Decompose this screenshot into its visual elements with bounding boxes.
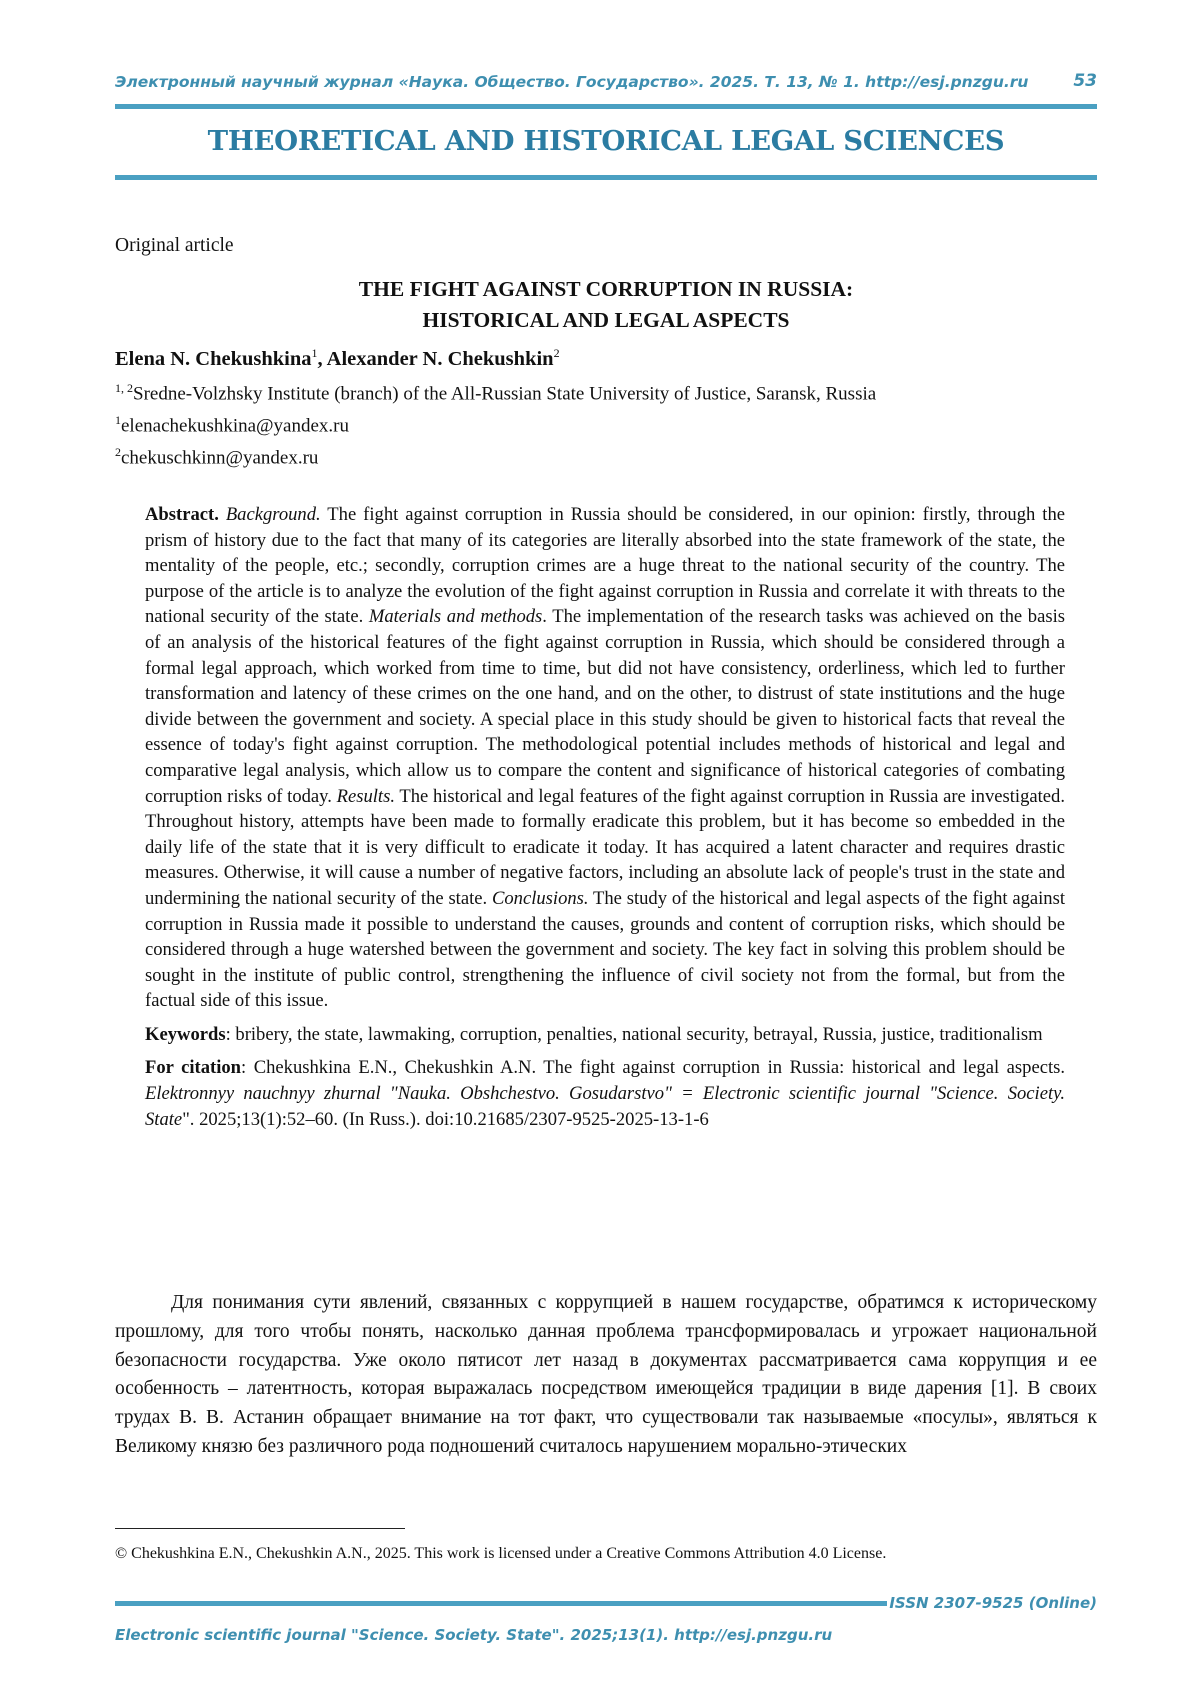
author-2-sup: 2 [553,346,560,360]
header-rule [115,104,1097,109]
email-1-sup: 1 [115,413,121,427]
body-paragraph: Для понимания сути явлений, связанных с коррупцией в нашем государстве, обратимся к историческому прошлому, для того чтобы понять, насколько данная проблема трансформировалась и угрожает национальной безопасности государства. Уже около пятисот лет назад в документах рассматривается сама коррупция и ее особенность – латентность, которая выражалась посредством имеющейся традиции в виде дарения [1]. В своих трудах В. В. Астанин обращает внимание на тот факт, что существовали так называемые «посулы», являться к Великому князю без различного рода подношений считалось нарушением морально-этических [115,1292,1097,1457]
title-line-2: HISTORICAL AND LEGAL ASPECTS [422,308,790,332]
methods-text: . The implementation of the research tasks was achieved on the basis of an analysis of the historical features of the fight against corruption in Russia, which should be considered through a formal legal approach, which worked from time to time, but did not have consistency, orderliness, which led to further transformation and latency of these crimes on the one hand, and on the other, to distrust of state institutions and the huge divide between the government and society. A special place in this study should be given to historical facts that reveal the essence of today's fight against corruption. The methodological potential includes methods of historical and legal and comparative legal analysis, which allow us to compare the content and significance of historical categories of combating corruption risks of today. [145,606,1065,807]
conclusions-text: The study of the historical and legal aspects of the fight against corruption in Russia made it possible to understand the causes, grounds and content of corruption risks, which should be considered through a huge watershed between the government and society. The key fact in solving this problem should be sought in the institute of public control, strengthening the influence of civil society not from the formal, but from the factual side of this issue. [145,887,1065,1012]
author-2: Alexander N. Chekushkin [326,347,554,370]
email-2-text: chekuschkinn@yandex.ru [121,447,319,469]
author-separator: , [317,347,327,370]
background-label: Background. [225,504,321,525]
background-text: The fight against corruption in Russia should be considered, in our opinion: firstly, through the prism of history due to the fact that many of its categories are literally absorbed into the state framework of the state, the mentality of the people, etc.; secondly, corruption crimes are a huge threat to the national security of the country. The purpose of the article is to analyze the evolution of the fight against corruption in Russia and correlate it with threats to the national security of the state. [145,504,1065,628]
email-1[interactable] [115,413,349,437]
section-title: THEORETICAL AND HISTORICAL LEGAL SCIENCES [207,125,1005,157]
methods-label: Materials and methods [368,606,543,628]
keywords [145,1022,1065,1048]
email-2[interactable] [115,445,318,469]
author-1: Elena N. Chekushkina [115,347,312,370]
footer-journal: Electronic scientific journal "Science. Society. State". 2025;13(1). http://esj.pnzgu.ru [115,1626,833,1644]
page-number: 53 [1073,71,1097,91]
citation-label: For citation [145,1057,242,1079]
running-head: Электронный научный журнал «Наука. Общество. Государство». 2025. Т. 13, № 1. http://esj.pnzgu.ru [115,73,1029,91]
results-text: The historical and legal features of the fight against corruption in Russia are investigated. Throughout history, attempts have been made to formally eradicate this problem, but it has become so embedded in the daily life of the state that it is very difficult to eradicate it today. It has acquired a latent character and requires drastic measures. Otherwise, it will cause a number of negative factors, including an absolute lack of people's trust in the state and undermining the national security of the state. [145,785,1065,909]
abstract-block [145,502,1065,1132]
affiliation-text: Sredne-Volzhsky Institute (branch) of the All-Russian State University of Justice, Saransk, Russia [133,383,877,405]
affiliation [115,381,876,405]
footnote-rule [115,1528,405,1529]
keywords-label: Keywords [145,1023,226,1045]
article-title [115,274,1097,336]
abstract-label: Abstract. [145,504,219,525]
keywords-text: : bribery, the state, lawmaking, corruption, penalties, national security, betrayal, Russia, justice, traditionalism [225,1023,1043,1045]
citation [145,1055,1065,1132]
citation-text-2: ". 2025;13(1):52–60. (In Russ.). doi:10.21685/2307-9525-2025-13-1-6 [182,1108,709,1130]
license-footnote: © Chekushkina E.N., Chekushkin A.N., 2025. This work is licensed under a Creative Commons Attribution 4.0 License. [115,1545,887,1562]
email-1-text: elenachekushkina@yandex.ru [121,415,349,437]
title-line-1: THE FIGHT AGAINST CORRUPTION IN RUSSIA: [358,277,854,301]
author-1-sup: 1 [311,346,318,360]
citation-journal: Elektronnyy nauchnyy zhurnal "Nauka. Obshchestvo. Gosudarstvo" = Electronic scientific journal "Science. Society. State [145,1083,1065,1130]
results-label: Results. [336,785,395,807]
affiliation-sup: 1, 2 [115,381,133,395]
footer-rule [115,1601,887,1606]
conclusions-label: Conclusions. [491,887,589,909]
abstract-paragraph [145,502,1065,1014]
email-2-sup: 2 [115,445,121,459]
citation-text-1: : Chekushkina E.N., Chekushkin A.N. The fight against corruption in Russia: historical and legal aspects. [241,1057,1065,1079]
section-rule [115,175,1097,180]
issn: ISSN 2307-9525 (Online) [889,1594,1097,1612]
article-type: Original article [115,235,234,256]
authors [115,346,560,371]
